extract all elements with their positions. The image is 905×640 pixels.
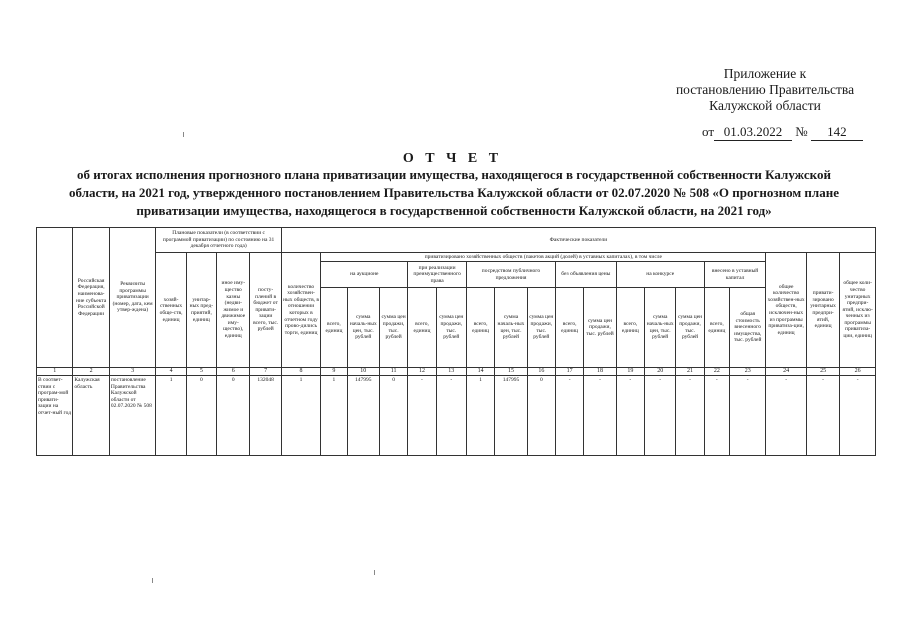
header-public-offer-start-price: сумма началь-ных цен, тыс. рублей <box>495 288 527 368</box>
header-tendered-companies: количество хозяйствен-ных обществ, в отношении которых в отчетном году прово-дились торги, единиц <box>281 253 320 368</box>
col-num: 12 <box>408 368 436 376</box>
cell-c20: - <box>645 376 676 456</box>
table-row <box>37 376 876 456</box>
cell-c17: - <box>555 376 583 456</box>
header-planned-other-property: иное иму-щество казны (недви-жимое и движимое иму-щество), единиц <box>217 253 250 368</box>
appendix-line-2: постановлению Правительства <box>675 82 855 97</box>
report-subtitle <box>38 166 870 220</box>
cell-c3: постановление Правительства Калужской области от 02.07.2020 № 508 <box>109 376 156 456</box>
header-region: Российская Федерация, наименова-ние субъекта Российской Федерации <box>73 228 109 368</box>
cell-c22: - <box>704 376 729 456</box>
header-contest-sale-price: сумма цен продажи, тыс. рублей <box>676 288 704 368</box>
col-num: 22 <box>704 368 729 376</box>
subtitle-line-2: области, на 2021 год, утвержденного постановлением Правительства Калужской области от 02.07.2020 № 508 «О прогнозном плане <box>69 185 839 200</box>
header-preemptive-right: при реализации преимущественного права <box>408 262 467 288</box>
header-preemptive-units: всего, единиц <box>408 288 436 368</box>
scan-speck <box>152 578 153 583</box>
header-planned-revenue: посту-плений в бюджет от привати-зации всего, тыс. рублей <box>250 253 281 368</box>
col-num: 10 <box>347 368 379 376</box>
header-planned-indicators: Плановые показатели (в соответствии с программой приватизации) по состоянию на 31 декабря отчетного года) <box>156 228 281 253</box>
col-num: 14 <box>466 368 494 376</box>
col-num: 8 <box>281 368 320 376</box>
col-num: 25 <box>806 368 839 376</box>
scan-speck <box>183 132 184 137</box>
col-num: 16 <box>527 368 555 376</box>
header-public-offer-units: всего, единиц <box>466 288 494 368</box>
col-num: 19 <box>616 368 644 376</box>
header-actual-indicators: Фактические показатели <box>281 228 875 253</box>
header-auction-sale-price: сумма цен продажи, тыс. рублей <box>379 288 407 368</box>
header-contest: на конкурсе <box>616 262 704 288</box>
col-num: 20 <box>645 368 676 376</box>
header-no-price-units: всего, единиц <box>555 288 583 368</box>
col-num: 15 <box>495 368 527 376</box>
decree-date-line <box>702 124 863 141</box>
cell-c10: 147995 <box>347 376 379 456</box>
report-title: О Т Ч Е Т <box>402 151 503 166</box>
col-num: 17 <box>555 368 583 376</box>
header-charter-capital: внесено в уставный капитал <box>704 262 766 288</box>
header-public-offer: посредством публичного предложения <box>466 262 555 288</box>
column-number-row <box>37 368 876 376</box>
cell-c5: 0 <box>186 376 216 456</box>
appendix-line-1: Приложение к <box>723 66 807 81</box>
number-sign: № <box>795 124 808 139</box>
col-num: 6 <box>217 368 250 376</box>
col-num: 7 <box>250 368 281 376</box>
cell-c26: - <box>840 376 876 456</box>
col-num: 24 <box>766 368 806 376</box>
cell-c13: - <box>436 376 466 456</box>
header-privatized-enterprises: привати-зировано унитарных предпри-ятий, единиц <box>806 253 839 368</box>
header-no-price-sale-price: сумма цен продажи, тыс. рублей <box>584 288 616 368</box>
cell-c4: 1 <box>156 376 186 456</box>
cell-c21: - <box>676 376 704 456</box>
privatization-report-table <box>36 227 876 456</box>
col-num: 13 <box>436 368 466 376</box>
scan-speck <box>374 570 375 575</box>
header-contest-units: всего, единиц <box>616 288 644 368</box>
header-no-price: без объявления цены <box>555 262 616 288</box>
cell-c7: 132048 <box>250 376 281 456</box>
date-prefix: от <box>702 124 715 139</box>
col-num: 21 <box>676 368 704 376</box>
header-privatized-companies: приватизировано хозяйственных обществ (пакетов акций (долей) в уставных капиталах), в том числе <box>321 253 766 262</box>
col-num: 18 <box>584 368 616 376</box>
subtitle-line-1: об итогах исполнения прогнозного плана приватизации имущества, находящегося в государственной собственности Калужской <box>77 167 831 182</box>
cell-c8: 1 <box>281 376 320 456</box>
header-charter-property-value: общая стоимость внесенного имущества, тыс. рублей <box>730 288 766 368</box>
header-planned-companies: хозяй-ственных обще-ств, единиц <box>156 253 186 368</box>
col-num: 5 <box>186 368 216 376</box>
cell-c6: 0 <box>217 376 250 456</box>
cell-c12: - <box>408 376 436 456</box>
header-excluded-companies: общее количество хозяйствен-ных обществ, исключен-ных из программы приватиза-ции, единиц <box>766 253 806 368</box>
header-auction: на аукционе <box>321 262 408 288</box>
col-num: 1 <box>37 368 73 376</box>
col-num: 23 <box>730 368 766 376</box>
appendix-line-3: Калужской области <box>709 98 821 113</box>
subtitle-line-3: приватизации имущества, находящегося в государственной собственности Калужской области, на 2021 год» <box>136 203 772 218</box>
cell-c19: - <box>616 376 644 456</box>
cell-c9: 1 <box>321 376 347 456</box>
header-auction-units: всего, единиц <box>321 288 347 368</box>
cell-c15: 147995 <box>495 376 527 456</box>
cell-c25: - <box>806 376 839 456</box>
cell-c14: 1 <box>466 376 494 456</box>
col-num: 2 <box>73 368 109 376</box>
cell-c23: - <box>730 376 766 456</box>
col-num: 9 <box>321 368 347 376</box>
header-public-offer-sale-price: сумма цен продажи, тыс. рублей <box>527 288 555 368</box>
header-program-details: Реквизиты программы приватизации (номер, дата, кем утвер-ждена) <box>109 228 156 368</box>
decree-date: 01.03.2022 <box>714 124 792 141</box>
decree-number: 142 <box>811 124 863 141</box>
cell-c1: В соответ-ствии с програм-мой привати-зации на отчет-ный год <box>37 376 73 456</box>
header-planned-enterprises: унитар-ных пред-приятий, единиц <box>186 253 216 368</box>
header-preemptive-sale-price: сумма цен продажи, тыс. рублей <box>436 288 466 368</box>
header-auction-start-price: сумма началь-ных цен, тыс. рублей <box>347 288 379 368</box>
cell-c16: 0 <box>527 376 555 456</box>
cell-c18: - <box>584 376 616 456</box>
header-contest-start-price: сумма началь-ных цен, тыс. рублей <box>645 288 676 368</box>
cell-c24: - <box>766 376 806 456</box>
col-num: 3 <box>109 368 156 376</box>
header-charter-units: всего, единиц <box>704 288 729 368</box>
cell-c2: Калужская область <box>73 376 109 456</box>
col-num: 26 <box>840 368 876 376</box>
col-num: 4 <box>156 368 186 376</box>
appendix-block <box>650 66 880 114</box>
cell-c11: 0 <box>379 376 407 456</box>
col-num: 11 <box>379 368 407 376</box>
header-excluded-enterprises: общее коли-чество унитарных предпри-ятий, исклю-ченных из программы приватиза-ции, единиц <box>840 253 876 368</box>
header-c1-empty <box>37 228 73 368</box>
